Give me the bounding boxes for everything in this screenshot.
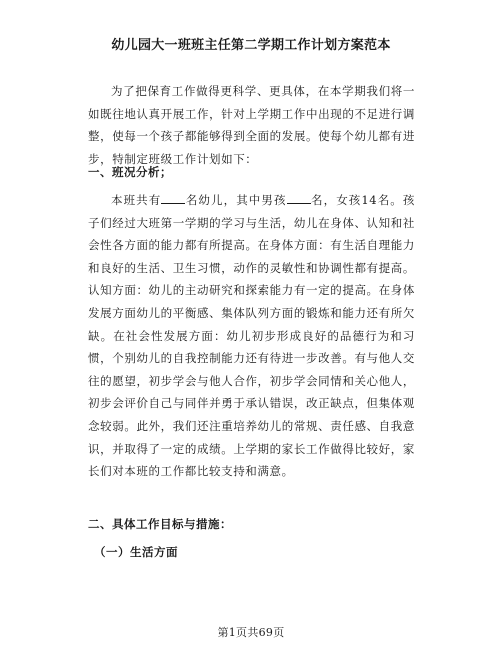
analysis-text-part-b: 名幼儿，其中男孩 bbox=[185, 193, 287, 207]
class-analysis-paragraph bbox=[88, 189, 415, 483]
section-heading-class-analysis: 一、班况分析； bbox=[88, 165, 172, 179]
subsection-heading-daily-life: （一）生活方面 bbox=[94, 545, 178, 559]
page-number-footer: 第1页共69页 bbox=[217, 626, 285, 639]
section-heading-goals-measures: 二、具体工作目标与措施： bbox=[88, 517, 232, 531]
analysis-text-part-a: 本班共有 bbox=[111, 193, 162, 207]
blank-boys-count bbox=[287, 192, 311, 204]
analysis-text-part-c: 名，女孩14名。孩子们经过大班第一学期的学习与生活，幼儿在身体、认知和社会性各方面的能力都有所提高。在身体方面：有生活自理能力和良好的生活、卫生习惯，动作的灵敏性和协调性都有提高。认知方面：幼儿的主动研究和探索能力有一定的提高。在身体发展方面幼儿的平衡感、集体队列方面的锻炼和能力还有所欠缺。在社会性发展方面：幼儿初步形成良好的品德行为和习惯，个别幼儿的自我控制能力还有待进一步改善。有与他人交往的愿望，初步学会与他人合作，初步学会同情和关心他人，初步会评价自己与同伴并勇于承认错误，改正缺点，但集体观念较弱。此外，我们还注重培养幼儿的常规、责任感、自我意识，并取得了一定的成绩。上学期的家长工作做得比较好，家长们对本班的工作都比较支持和满意。 bbox=[88, 193, 415, 479]
document-title: 幼儿园大一班班主任第二学期工作计划方案范本 bbox=[111, 38, 391, 53]
intro-paragraph: 为了把保育工作做得更科学、更具体，在本学期我们将一如既往地认真开展工作，针对上学期工作中出现的不足进行调整，使每一个孩子都能够得到全面的发展。使每个幼儿都有进步，特制定班级工作计划如下： bbox=[88, 84, 415, 166]
blank-total-count bbox=[161, 192, 185, 204]
